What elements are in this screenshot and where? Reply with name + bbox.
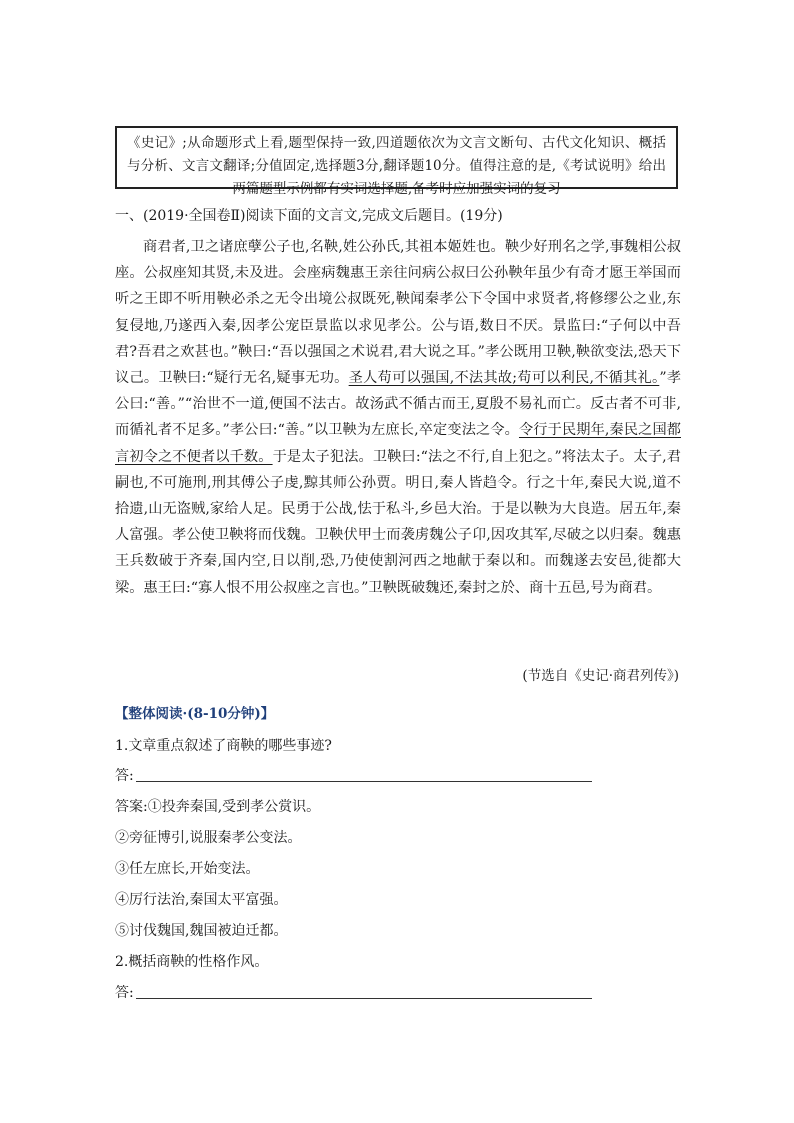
underlined-sentence-2: 令行于民期年,秦民之国都言初令之不便者以千数。 [115, 422, 681, 465]
exam-analysis-text: 《史记》;从命题形式上看,题型保持一致,四道题依次为文言文断句、古代文化知识、概括与分析、文言文翻译;分值固定,选择题3分,翻译题10分。值得注意的是,《考试说明》给出两篇题型示例都有实词选择题,备考时应加强实词的复习 [127, 135, 666, 197]
answer-key-item: ③任左庶长,开始变法。 [115, 861, 260, 877]
passage-source: (节选自《史记·商君列传》) [522, 668, 679, 684]
passage-text-1: 商君者,卫之诸庶孽公子也,名鞅,姓公孙氏,其祖本姬姓也。鞅少好刑名之学,事魏相公叔座。公叔座知其贤,未及进。会座病魏惠王亲往问病公叔曰公孙鞅年虽少有奇才愿王举国而听之王即不听用鞅必杀之无令出境公叔既死,鞅闻秦孝公下令国中求贤者,将修缪公之业,东复侵地,乃遂西入秦,因孝公宠臣景监以求见孝公。公与语,数日不厌。景监曰:“子何以中吾君?吾君之欢甚也。”鞅曰:“吾以强国之术说君,君大说之耳。”孝公既用卫鞅,鞅欲变法,恐天下议己。卫鞅曰:“疑行无名,疑事无功。 [115, 239, 681, 387]
answer-blank[interactable] [136, 767, 592, 782]
answer-key-item: ①投奔秦国,受到孝公赏识。 [147, 799, 321, 815]
answer-key-1 [115, 796, 320, 816]
answer-label: 答: [115, 985, 134, 1001]
passage-paragraph [115, 234, 681, 601]
answer-line-2[interactable] [115, 982, 592, 1002]
answer-key-item: ④厉行法治,秦国太平富强。 [115, 892, 288, 908]
answer-key-item: ②旁征博引,说服秦孝公变法。 [115, 830, 302, 846]
answer-line-1[interactable] [115, 765, 592, 785]
question-1: 1.文章重点叙述了商鞅的哪些事迹? [115, 738, 332, 754]
exam-analysis-note [115, 126, 678, 197]
classical-passage [115, 234, 681, 601]
question-2: 2.概括商鞅的性格作风。 [115, 954, 269, 970]
passage-text-2: ”孝公曰:“善。”“治世不一道,便国不法古。故汤武不循古而王,夏殷不易礼而亡。反古者不可非,而循礼者不足多。”孝公曰:“善。”以卫鞅为左庶长,卒定变法之令。 [115, 370, 682, 439]
answer-key-label: 答案: [115, 799, 148, 815]
answer-key-item: ⑤讨伐魏国,魏国被迫迁都。 [115, 923, 288, 939]
answer-blank[interactable] [136, 984, 592, 999]
answer-label: 答: [115, 768, 134, 784]
underlined-sentence-1: 圣人苟可以强国,不法其故;苟可以利民,不循其礼。 [348, 370, 660, 387]
question-intro: 一、(2019·全国卷Ⅱ)阅读下面的文言文,完成文后题目。(19分) [115, 208, 503, 224]
passage-text-3: 于是太子犯法。卫鞅曰:“法之不行,自上犯之。”将法太子。太子,君嗣也,不可施刑,刑其傅公子虔,黥其师公孙贾。明日,秦人皆趋令。行之十年,秦民大说,道不拾遗,山无盗贼,家给人足。民勇于公战,怯于私斗,乡邑大治。于是以鞅为大良造。居五年,秦人富强。孝公使卫鞅将而伐魏。卫鞅伏甲士而袭虏魏公子卬,因攻其军,尽破之以归秦。魏惠王兵数破于齐秦,国内空,日以削,恐,乃使使割河西之地献于秦以和。而魏遂去安邑,徙都大梁。惠王曰:“寡人恨不用公叔座之言也。”卫鞅既破魏还,秦封之於、商十五邑,号为商君。 [115, 448, 681, 596]
section-heading: 【整体阅读·(8-10分钟)】 [115, 706, 275, 722]
